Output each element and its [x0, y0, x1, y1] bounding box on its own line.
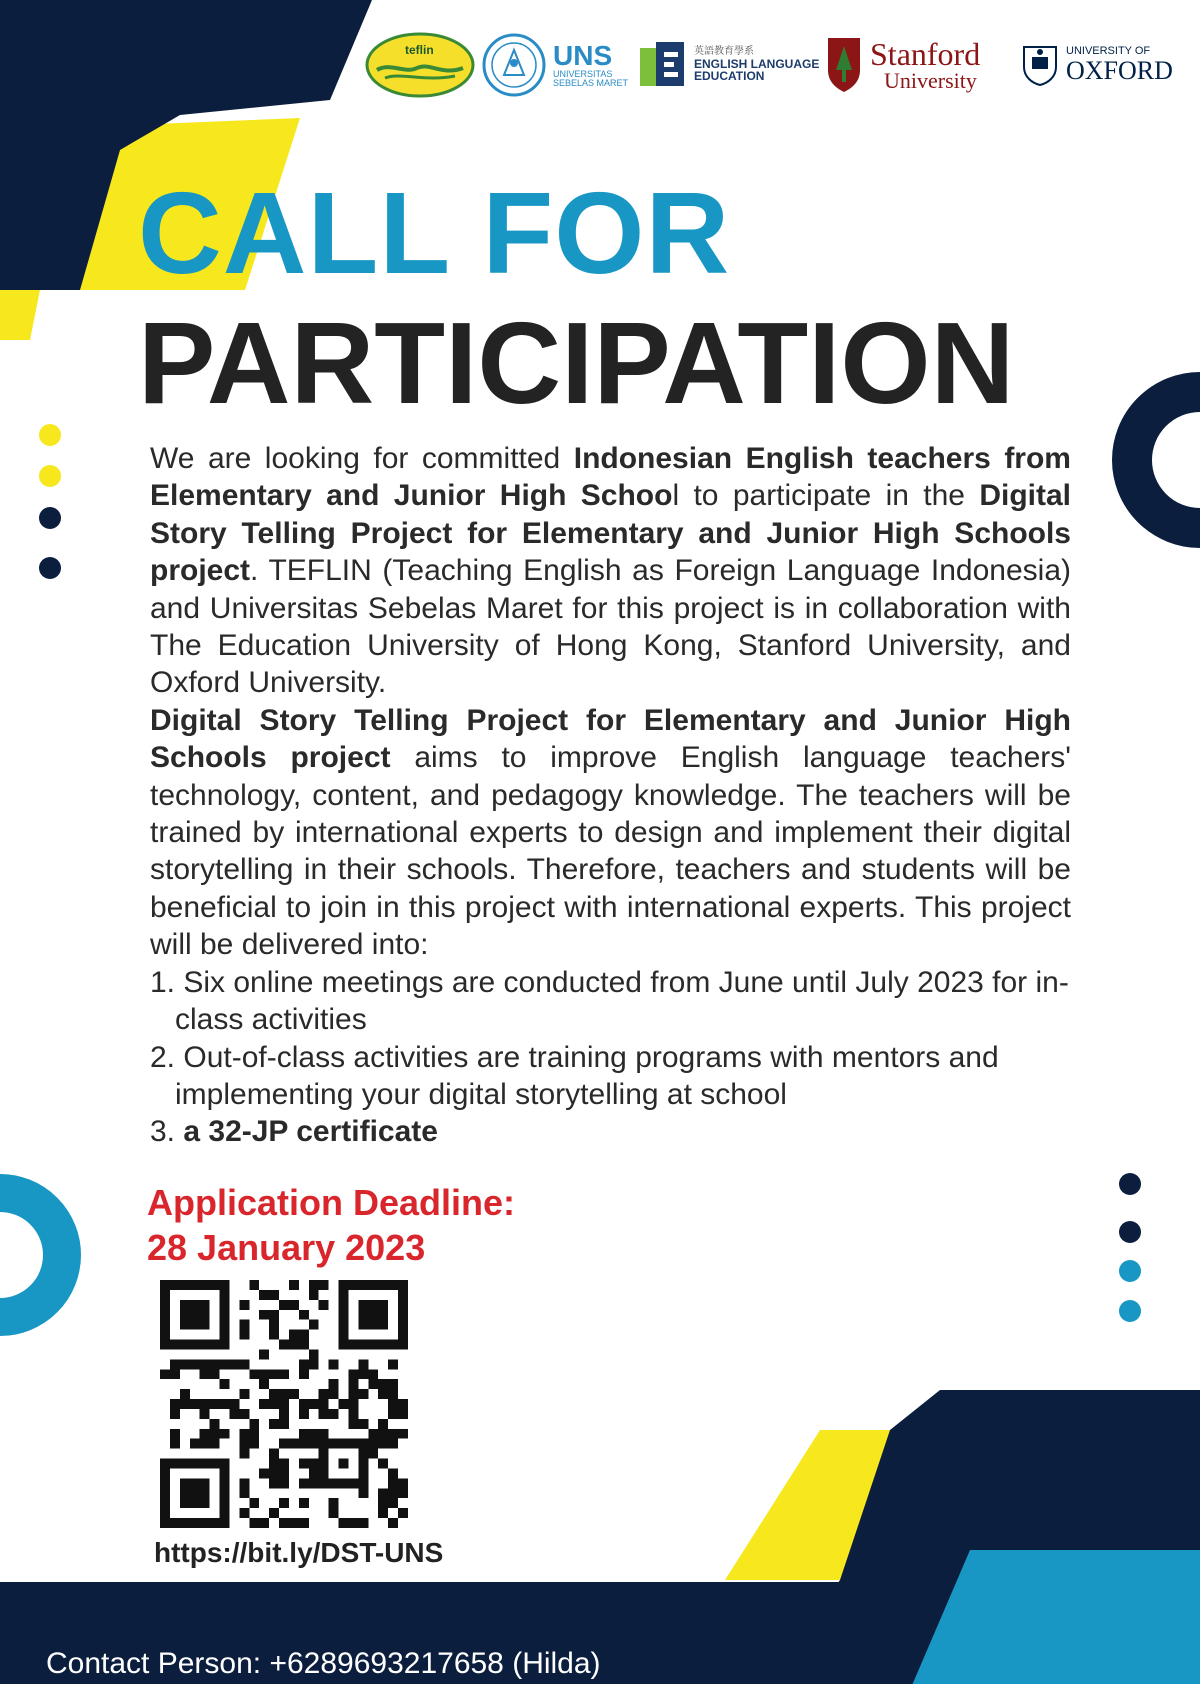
ele-line1: ENGLISH LANGUAGE: [694, 56, 820, 71]
title-line2: PARTICIPATION: [138, 298, 1015, 428]
list-item-text: a 32-JP certificate: [183, 1115, 438, 1149]
left-dot-navy-1: [39, 507, 61, 529]
oxford-line1: UNIVERSITY OF: [1066, 44, 1151, 57]
aims-bold: Digital Story Telling Project for Elementary and Junior High Schools project: [150, 703, 1071, 775]
list-item-text: Six online meetings are conducted from June until July 2023 for in-class activities: [175, 965, 1069, 1037]
title-line1: CALL FOR: [138, 168, 731, 298]
deadline-date: 28 January 2023: [147, 1227, 426, 1268]
ele-logo: [638, 20, 819, 110]
list-item-number: 3.: [150, 1115, 184, 1149]
left-dot-yellow-1: [39, 424, 61, 446]
list-item: [150, 1039, 1071, 1114]
aims-text: aims to improve English language teachers' technology, content, and pedagogy knowledge. The teachers will be trained by international experts to design and implement their digital storytelling in their schools. Therefore, teachers and students will be beneficial to join in this project with international experts. This project will be delivered into:: [150, 741, 1071, 962]
uns-short: UNS: [553, 40, 613, 71]
teflin-logo: [365, 20, 475, 110]
left-dot-navy-2: [39, 557, 61, 579]
body-text: [150, 440, 1071, 1151]
ele-chinese: 英語教育學系: [694, 46, 754, 58]
intro-text-2: l to participate in the: [672, 479, 980, 513]
right-dot-teal-1: [1119, 1260, 1141, 1282]
uns-line1: UNIVERSITAS: [553, 69, 613, 79]
list-item: [150, 964, 1071, 1039]
intro-text-1: We are looking for committed: [150, 442, 574, 475]
deadline-label: Application Deadline:: [147, 1182, 516, 1223]
ele-line2: EDUCATION: [694, 69, 765, 84]
uns-line2: SEBELAS MARET: [553, 78, 629, 88]
intro-bold-2: Digital Story Telling Project for Elementary and Junior High Schools project: [150, 479, 1071, 588]
oxford-line2: OXFORD: [1066, 55, 1173, 85]
list-item-number: 1.: [150, 965, 184, 999]
right-dot-navy-2: [1119, 1221, 1141, 1243]
aims-paragraph: [150, 702, 1071, 964]
uns-logo: [482, 20, 628, 110]
list-item: [150, 1113, 1071, 1150]
application-deadline: [147, 1180, 515, 1270]
left-ring-decoration: [0, 1170, 95, 1340]
qr-code-icon[interactable]: [160, 1280, 408, 1528]
deliverables-list: [150, 964, 1071, 1151]
right-ring-decoration: [1110, 370, 1200, 550]
stanford-line1: Stanford: [870, 36, 981, 72]
intro-bold-1: Indonesian English teachers from Elementary and Junior High Schoo: [150, 442, 1071, 513]
svg-text:teflin: teflin: [405, 43, 434, 57]
right-dot-navy-1: [1119, 1173, 1141, 1195]
left-dot-yellow-2: [39, 465, 61, 487]
oxford-logo: [1020, 20, 1173, 110]
intro-text-3: . TEFLIN (Teaching English as Foreign Language Indonesia) and Universitas Sebelas Maret for this project is in collaboration with The Education University of Hong Kong, Stanford University, and Oxford University.: [150, 554, 1071, 700]
registration-link[interactable]: https://bit.ly/DST-UNS: [154, 1537, 444, 1568]
list-item-number: 2.: [150, 1040, 184, 1074]
list-item-text: Out-of-class activities are training programs with mentors and implementing your digital storytelling at school: [175, 1040, 999, 1111]
intro-paragraph: [150, 440, 1071, 702]
contact-person: Contact Person: +6289693217658 (Hilda): [46, 1647, 601, 1680]
stanford-logo: [826, 20, 980, 110]
stanford-line2: University: [884, 68, 977, 93]
right-dot-teal-2: [1119, 1300, 1141, 1322]
